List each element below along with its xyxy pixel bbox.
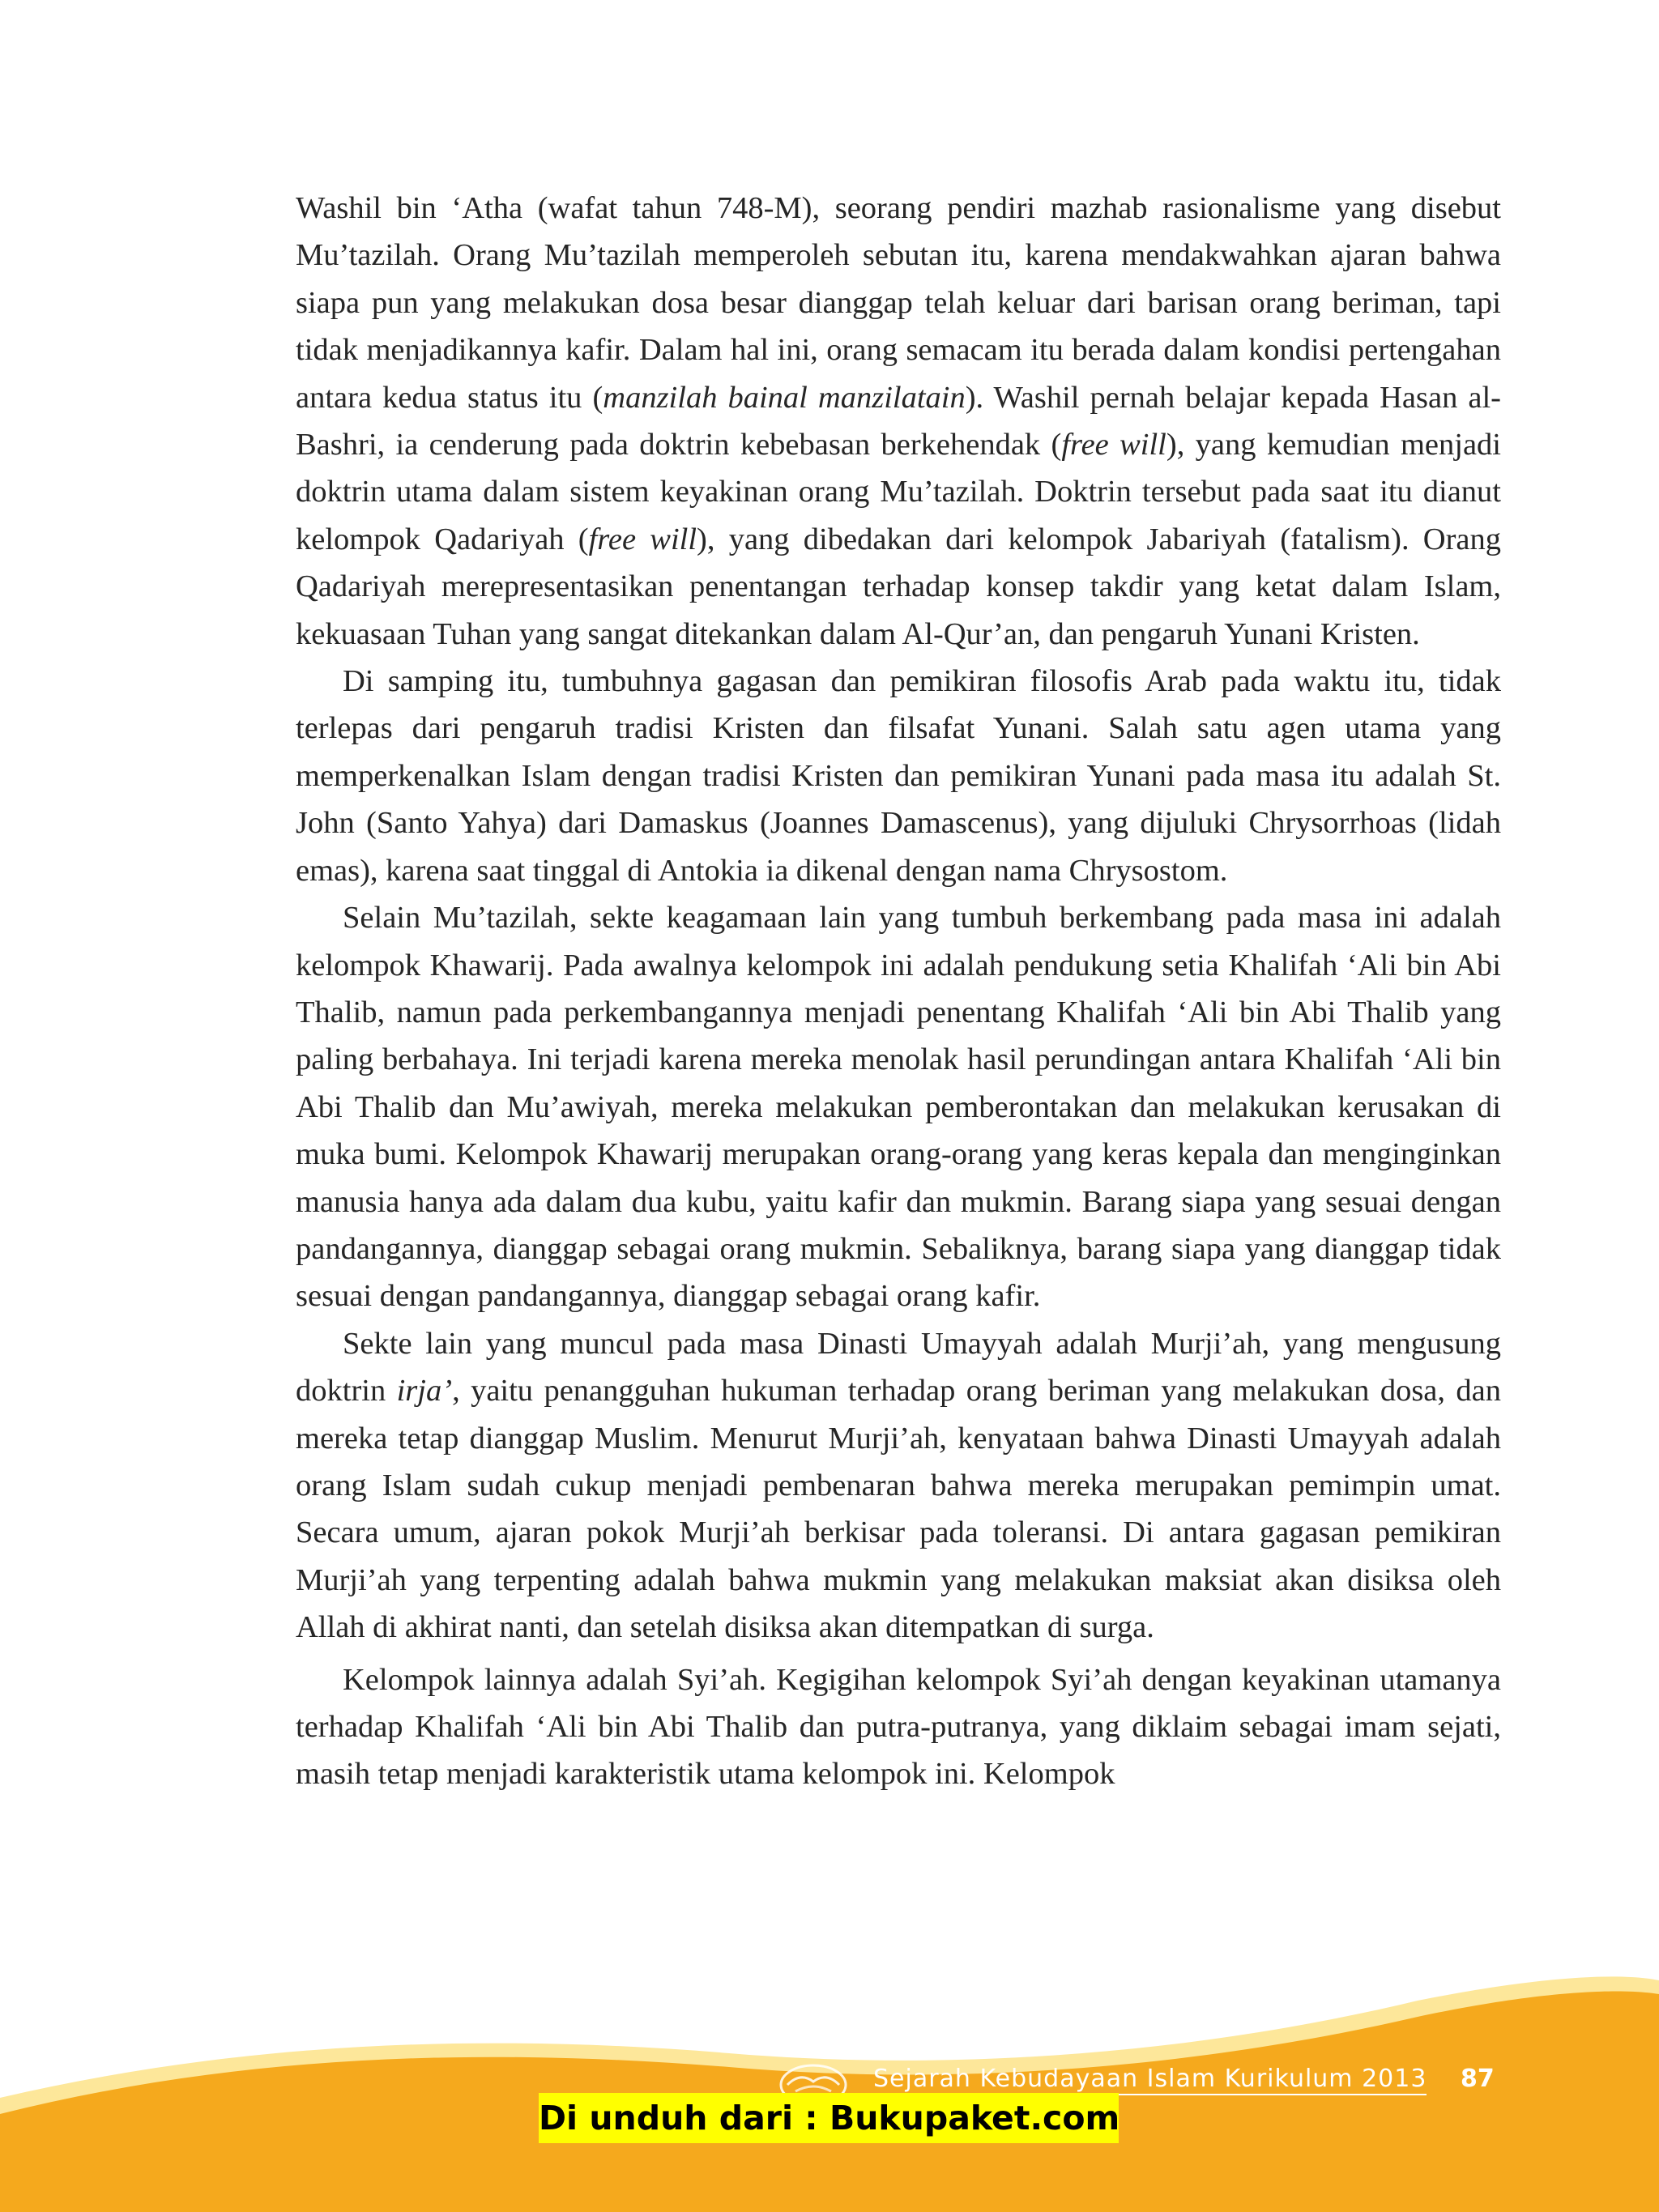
- text-segment: ), yang kemudian menjadi doktrin utama dalam sistem keyakinan orang Mu’tazilah. Doktrin tersebut pada saat itu dianut kelompok Qadariyah (: [296, 428, 1501, 556]
- text-segment: Sekte lain yang muncul pada masa Dinasti Umayyah adalah Murji’ah, yang mengusung doktrin: [296, 1326, 1501, 1409]
- body-text: [296, 185, 1501, 1798]
- text-segment: ), yang dibedakan dari kelompok Jabariyah (fatalism). Orang Qadariyah merepresentasikan penentangan terhadap konsep takdir yang ketat dalam Islam, kekuasaan Tuhan yang sangat ditekankan dalam Al-Qur’an, dan pengaruh Yunani Kristen.: [296, 522, 1502, 651]
- book-title: Sejarah Kebudayaan Islam Kurikulum 2013: [873, 2065, 1427, 2095]
- text-segment: ). Washil pernah belajar kepada Hasan al-Bashri, ia cenderung pada doktrin kebebasan berkehendak (: [296, 380, 1501, 462]
- paragraph: [296, 894, 1501, 1320]
- paragraph: [296, 1656, 1501, 1798]
- italic-term: free will: [1061, 428, 1166, 462]
- italic-term: manzilah bainal manzilatain: [603, 380, 966, 415]
- download-source-banner: Di unduh dari : Bukupaket.com: [539, 2093, 1119, 2143]
- text-segment: , yaitu penangguhan hukuman terhadap orang beriman yang melakukan dosa, dan mereka tetap dianggap Muslim. Menurut Murji’ah, kenyataan bahwa Dinasti Umayyah adalah orang Islam sudah cukup menjadi pembenaran bahwa mereka merupakan pemimpin umat. Secara umum, ajaran pokok Murji’ah berkisar pada toleransi. Di antara gagasan pemikiran Murji’ah yang terpenting adalah bahwa mukmin yang melakukan maksiat akan disiksa oleh Allah di akhirat nanti, dan setelah disiksa akan ditempatkan di surga.: [296, 1374, 1501, 1645]
- italic-term: irja’: [396, 1374, 453, 1409]
- paragraph: [296, 185, 1501, 658]
- text-segment: Kelompok lainnya adalah Syi’ah. Kegigihan kelompok Syi’ah dengan keyakinan utamanya terhadap Khalifah ‘Ali bin Abi Thalib dan putra-putranya, yang diklaim sebagai imam sejati, masih tetap menjadi karakteristik utama kelompok ini. Kelompok: [296, 1662, 1501, 1792]
- text-segment: Di samping itu, tumbuhnya gagasan dan pemikiran filosofis Arab pada waktu itu, tidak terlepas dari pengaruh tradisi Kristen dan filsafat Yunani. Salah satu agen utama yang memperkenalkan Islam dengan tradisi Kristen dan pemikiran Yunani pada masa itu adalah St. John (Santo Yahya) dari Damaskus (Joannes Damascenus), yang dijuluki Chrysorrhoas (lidah emas), karena saat tinggal di Antokia ia dikenal dengan nama Chrysostom.: [296, 664, 1501, 888]
- paragraph: [296, 658, 1501, 894]
- text-segment: Selain Mu’tazilah, sekte keagamaan lain yang tumbuh berkembang pada masa ini adalah kelompok Khawarij. Pada awalnya kelompok ini adalah pendukung setia Khalifah ‘Ali bin Abi Thalib, namun pada perkembangannya menjadi penentang Khalifah ‘Ali bin Abi Thalib yang paling berbahaya. Ini terjadi karena mereka menolak hasil perundingan antara Khalifah ‘Ali bin Abi Thalib dan Mu’awiyah, mereka melakukan pemberontakan dan melakukan kerusakan di muka bumi. Kelompok Khawarij merupakan orang-orang yang keras kepala dan menginginkan manusia hanya ada dalam dua kubu, yaitu kafir dan mukmin. Barang siapa yang sesuai dengan pandangannya, dianggap sebagai orang mukmin. Sebaliknya, barang siapa yang dianggap tidak sesuai dengan pandangannya, dianggap sebagai orang kafir.: [296, 901, 1501, 1314]
- paragraph: [296, 1320, 1501, 1652]
- italic-term: free will: [588, 522, 697, 556]
- text-segment: Washil bin ‘Atha (wafat tahun 748-M), seorang pendiri mazhab rasionalisme yang disebut Mu’tazilah. Orang Mu’tazilah memperoleh sebutan itu, karena mendakwahkan ajaran bahwa siapa pun yang melakukan dosa besar dianggap telah keluar dari barisan orang beriman, tapi tidak menjadikannya kafir. Dalam hal ini, orang semacam itu berada dalam kondisi pertengahan antara kedua status itu (: [296, 191, 1501, 415]
- page-number: 87: [1461, 2065, 1495, 2093]
